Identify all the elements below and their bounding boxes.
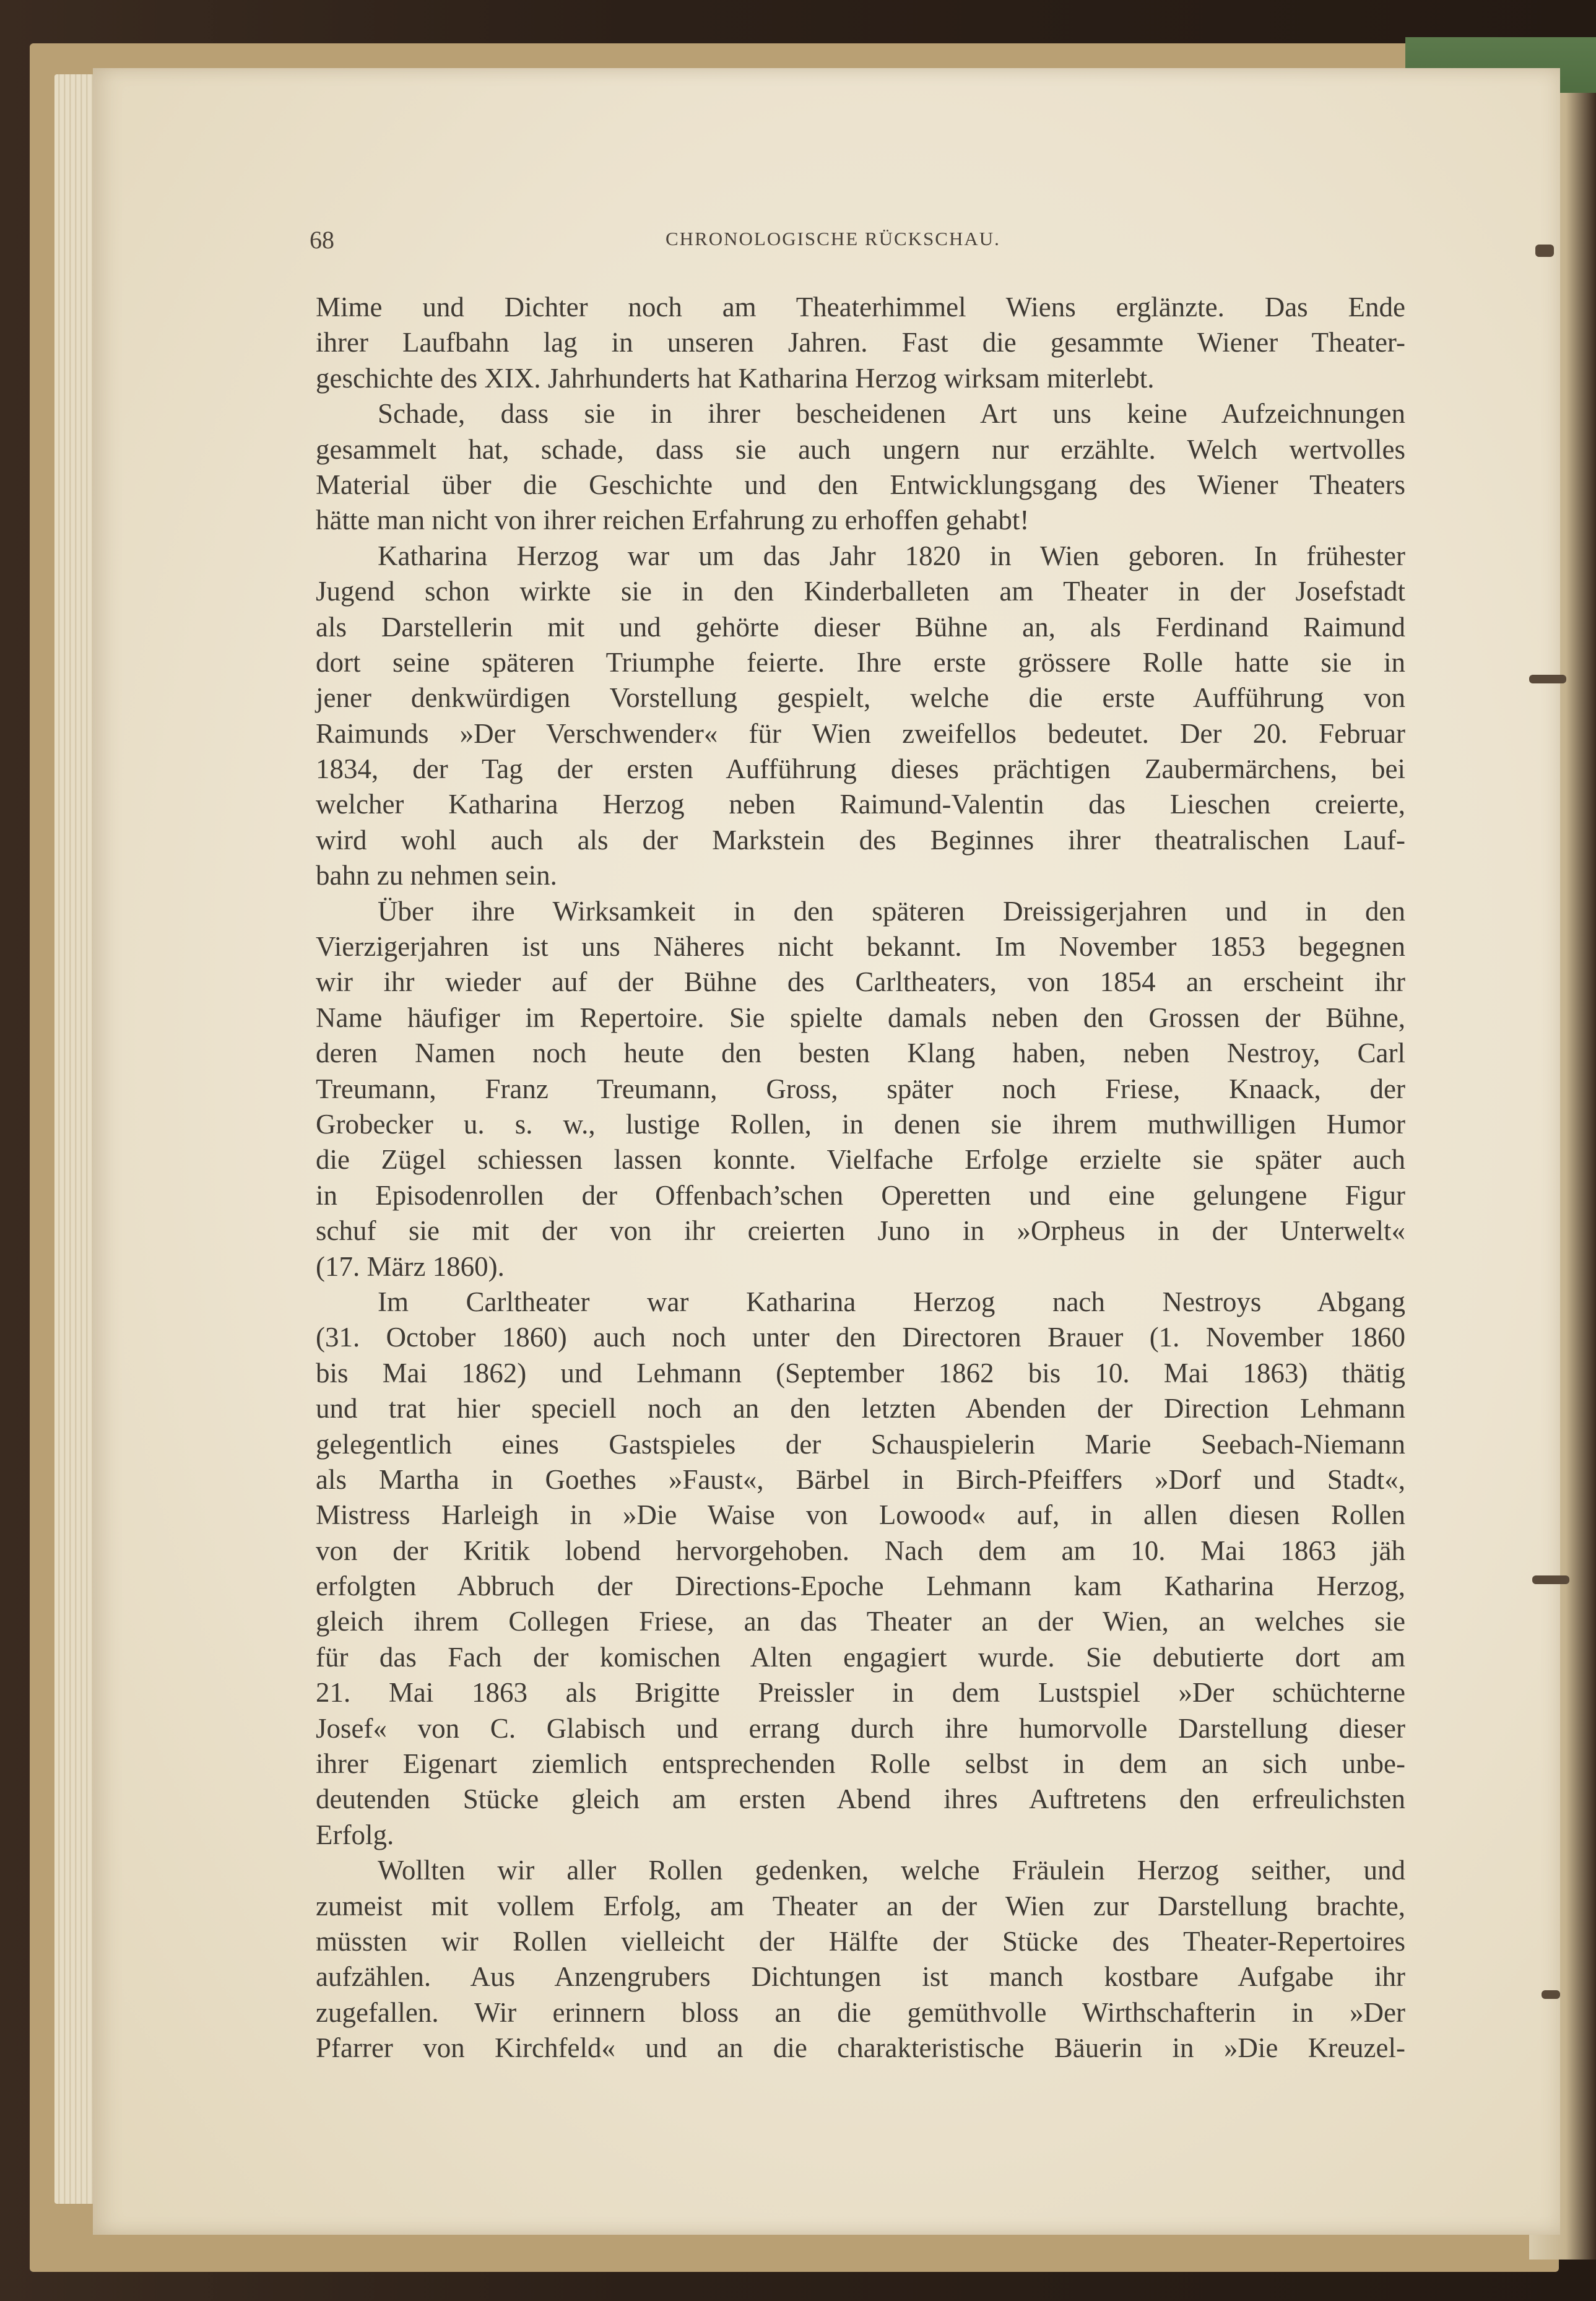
text-line: die Zügel schiessen lassen konnte. Vielfache Erfolge erzielte sie später auch bbox=[316, 1144, 1405, 1176]
text-line: wir ihr wieder auf der Bühne des Carltheaters, von 1854 an erscheint ihr bbox=[316, 966, 1405, 998]
text-line: Mime und Dichter noch am Theaterhimmel Wiens erglänzte. Das Ende bbox=[316, 292, 1405, 323]
text-line: ihrer Laufbahn lag in unseren Jahren. Fast die gesammte Wiener Theater- bbox=[316, 327, 1405, 358]
text-line: deren Namen noch heute den besten Klang haben, neben Nestroy, Carl bbox=[316, 1038, 1405, 1069]
text-line: Vierzigerjahren ist uns Näheres nicht bekannt. Im November 1853 begegnen bbox=[316, 931, 1405, 963]
text-line: gleich ihrem Collegen Friese, an das Theater an der Wien, an welches sie bbox=[316, 1606, 1405, 1637]
text-line: zugefallen. Wir erinnern bloss an die gemüthvolle Wirthschafterin in »Der bbox=[316, 1996, 1405, 2028]
text-line: wird wohl auch als der Markstein des Beginnes ihrer theatralischen Lauf- bbox=[316, 824, 1405, 856]
text-line: hätte man nicht von ihrer reichen Erfahrung zu erhoffen gehabt! bbox=[316, 505, 1030, 536]
text-line: und trat hier speciell noch an den letzten Abenden der Direction Lehmann bbox=[316, 1393, 1405, 1424]
text-line: bis Mai 1862) und Lehmann (September 1862 bis 10. Mai 1863) thätig bbox=[316, 1357, 1405, 1389]
binding-thread-mark bbox=[1542, 1990, 1560, 1999]
text-line: Treumann, Franz Treumann, Gross, später noch Friese, Knaack, der bbox=[316, 1073, 1405, 1104]
text-line: erfolgten Abbruch der Directions-Epoche Lehmann kam Katharina Herzog, bbox=[316, 1571, 1405, 1602]
text-line: Erfolg. bbox=[316, 1819, 394, 1850]
text-line: als Martha in Goethes »Faust«, Bärbel in Birch-Pfeiffers »Dorf und Stadt«, bbox=[316, 1463, 1405, 1495]
text-line: (31. October 1860) auch noch unter den Directoren Brauer (1. November 1860 bbox=[316, 1322, 1405, 1353]
running-title: CHRONOLOGISCHE RÜCKSCHAU. bbox=[666, 228, 1000, 249]
page-number: 68 bbox=[310, 226, 334, 254]
text-line: Josef« von C. Glabisch und errang durch ihre humorvolle Darstellung dieser bbox=[316, 1712, 1405, 1744]
text-line: geschichte des XIX. Jahrhunderts hat Katharina Herzog wirksam miterlebt. bbox=[316, 362, 1155, 394]
page-header bbox=[310, 225, 1424, 262]
text-line: Name häufiger im Repertoire. Sie spielte damals neben den Grossen der Bühne, bbox=[316, 1002, 1405, 1033]
text-line: Wollten wir aller Rollen gedenken, welche Fräulein Herzog seither, und bbox=[378, 1855, 1405, 1886]
text-line: welcher Katharina Herzog neben Raimund-Valentin das Lieschen creierte, bbox=[316, 789, 1405, 820]
text-line: müssten wir Rollen vielleicht der Hälfte der Stücke des Theater-Repertoires bbox=[316, 1925, 1405, 1957]
text-line: deutenden Stücke gleich am ersten Abend ihres Auftretens den erfreulichsten bbox=[316, 1783, 1405, 1815]
text-line: Schade, dass sie in ihrer bescheidenen Art uns keine Aufzeichnungen bbox=[378, 398, 1405, 430]
text-line: Im Carltheater war Katharina Herzog nach Nestroys Abgang bbox=[378, 1286, 1405, 1317]
text-line: für das Fach der komischen Alten engagiert wurde. Sie debutierte dort am bbox=[316, 1641, 1405, 1673]
text-line: dort seine späteren Triumphe feierte. Ihre erste grössere Rolle hatte sie in bbox=[316, 646, 1405, 678]
text-line: Mistress Harleigh in »Die Waise von Lowood« auf, in allen diesen Rollen bbox=[316, 1499, 1405, 1531]
text-line: ihrer Eigenart ziemlich entsprechenden Rolle selbst in dem an sich unbe- bbox=[316, 1748, 1405, 1780]
text-line: Über ihre Wirksamkeit in den späteren Dreissigerjahren und in den bbox=[378, 895, 1405, 927]
text-line: Raimunds »Der Verschwender« für Wien zweifellos bedeutet. Der 20. Februar bbox=[316, 717, 1405, 749]
text-line: Pfarrer von Kirchfeld« und an die charakteristische Bäuerin in »Die Kreuzel- bbox=[316, 2032, 1405, 2064]
text-line: Katharina Herzog war um das Jahr 1820 in Wien geboren. In frühester bbox=[378, 540, 1405, 571]
text-line: Jugend schon wirkte sie in den Kinderballeten am Theater in der Josefstadt bbox=[316, 576, 1405, 607]
text-line: als Darstellerin mit und gehörte dieser Bühne an, als Ferdinand Raimund bbox=[316, 611, 1405, 643]
text-line: schuf sie mit der von ihr creierten Juno in »Orpheus in der Unterwelt« bbox=[316, 1215, 1405, 1247]
text-line: bahn zu nehmen sein. bbox=[316, 860, 557, 891]
text-line: von der Kritik lobend hervorgehoben. Nach dem am 10. Mai 1863 jäh bbox=[316, 1535, 1405, 1566]
text-line: jener denkwürdigen Vorstellung gespielt, welche die erste Aufführung von bbox=[316, 682, 1405, 714]
text-line: aufzählen. Aus Anzengrubers Dichtungen ist manch kostbare Aufgabe ihr bbox=[316, 1961, 1405, 1993]
text-line: Material über die Geschichte und den Entwicklungsgang des Wiener Theaters bbox=[316, 469, 1405, 500]
text-line: Grobecker u. s. w., lustige Rollen, in denen sie ihrem muthwilligen Humor bbox=[316, 1108, 1405, 1140]
binding-thread-mark bbox=[1535, 245, 1554, 257]
binding-thread-mark bbox=[1529, 675, 1566, 683]
binding-thread-mark bbox=[1532, 1575, 1569, 1584]
body-text bbox=[316, 290, 1405, 2066]
text-line: in Episodenrollen der Offenbach’schen Operetten und eine gelungene Figur bbox=[316, 1179, 1405, 1211]
text-line: zumeist mit vollem Erfolg, am Theater an der Wien zur Darstellung brachte, bbox=[316, 1890, 1405, 1922]
text-line: 21. Mai 1863 als Brigitte Preissler in dem Lustspiel »Der schüchterne bbox=[316, 1677, 1405, 1709]
text-line: (17. März 1860). bbox=[316, 1250, 505, 1282]
text-line: gesammelt hat, schade, dass sie auch ungern nur erzählte. Welch wertvolles bbox=[316, 433, 1405, 465]
text-line: 1834, der Tag der ersten Aufführung dieses prächtigen Zaubermärchens, bei bbox=[316, 753, 1405, 785]
text-line: gelegentlich eines Gastspieles der Schauspielerin Marie Seebach-Niemann bbox=[316, 1428, 1405, 1460]
